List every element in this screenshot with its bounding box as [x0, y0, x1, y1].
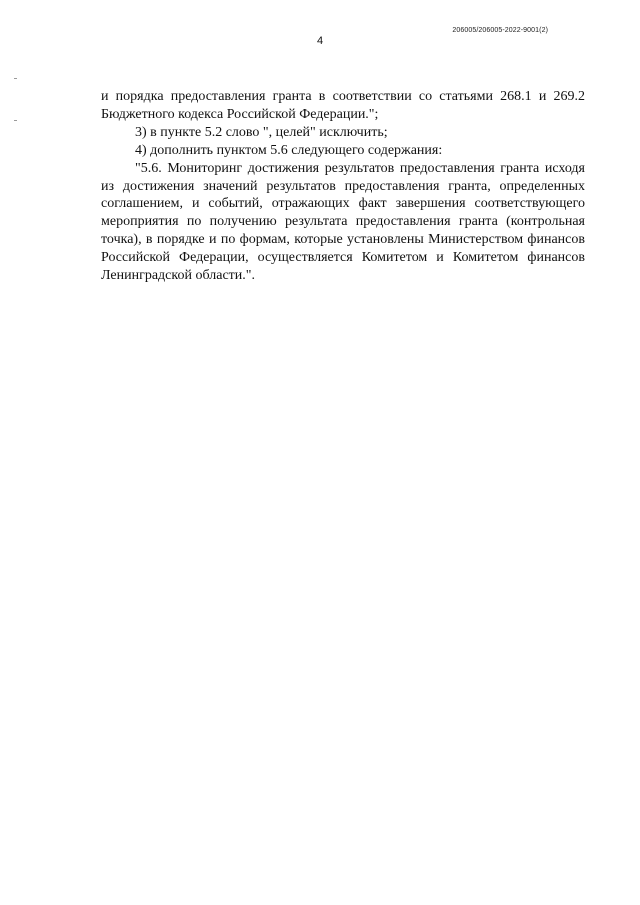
- document-registration-number: 206005/206005-2022-9001(2): [452, 27, 548, 34]
- paragraph-grant-procedure: и порядка предоставления гранта в соответствии со статьями 268.1 и 269.2 Бюджетного кодекса Российской Федерации.";: [101, 89, 585, 122]
- paragraph-item-4: 4) дополнить пунктом 5.6 следующего содержания:: [135, 142, 443, 158]
- document-body: [101, 88, 585, 285]
- page-number: 4: [316, 35, 324, 47]
- paragraph-item-3: 3) в пункте 5.2 слово ", целей" исключить;: [135, 124, 388, 140]
- scan-margin-mark: [14, 120, 17, 121]
- paragraph-clause-5-6: "5.6. Мониторинг достижения результатов предоставления гранта исходя из достижения значений результатов предоставления гранта, определенных соглашением, и событий, отражающих факт завершения соответствующего мероприятия по получению результата предоставления гранта (контрольная точка), в порядке и по формам, которые установлены Министерством финансов Российской Федерации, осуществляется Комитетом и Комитетом финансов Ленинградской области.".: [101, 160, 585, 284]
- scan-margin-mark: [14, 78, 17, 79]
